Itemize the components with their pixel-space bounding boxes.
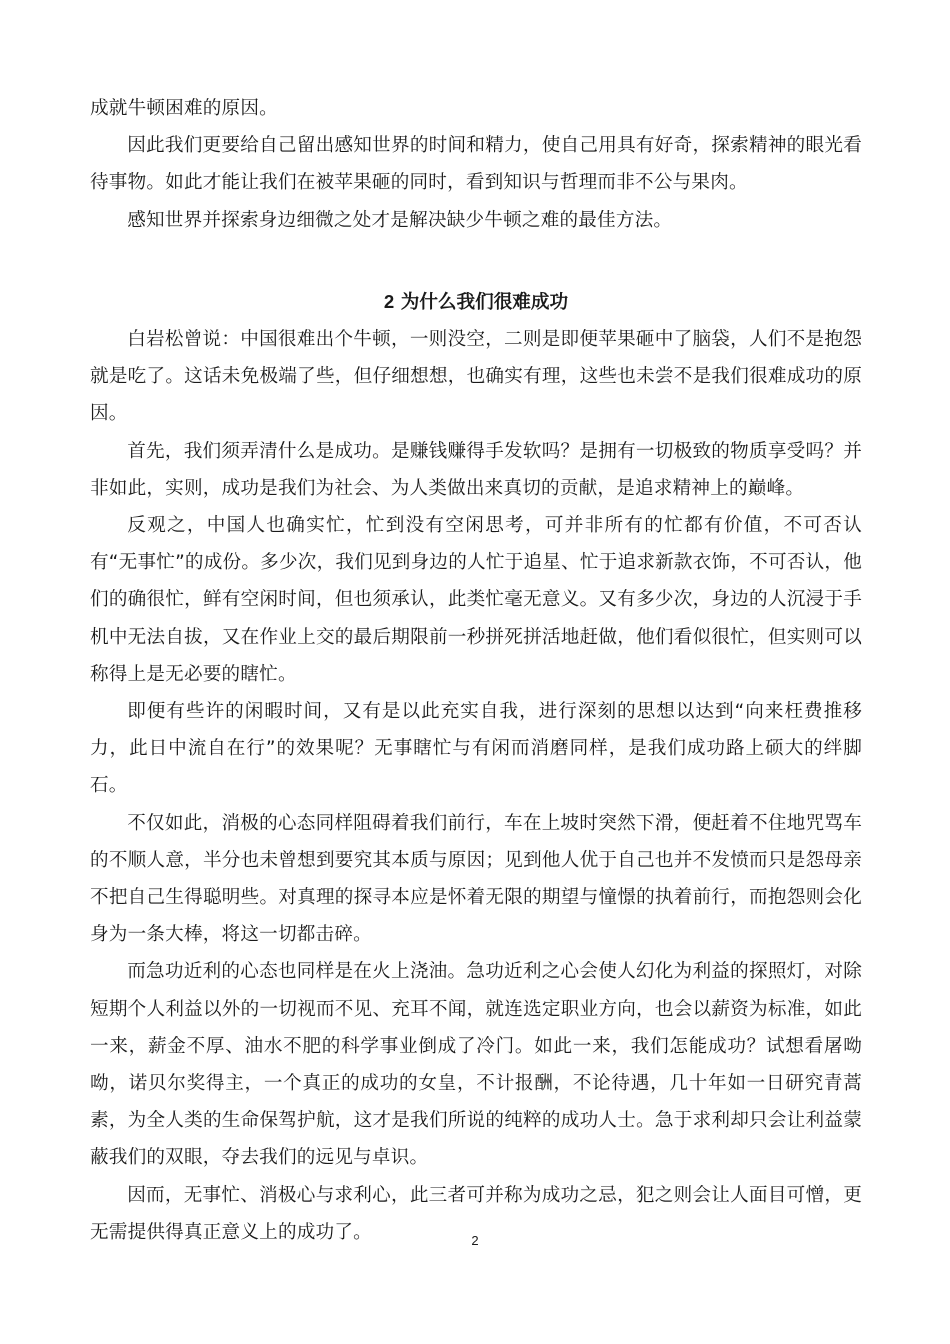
page-content [90,90,862,1251]
paragraph: 因此我们更要给自己留出感知世界的时间和精力，使自己用具有好奇，探索精神的眼光看待事物。如此才能让我们在被苹果砸的同时，看到知识与哲理而非不公与果肉。 [90,135,862,194]
section-heading [90,283,862,321]
paragraph: 因而，无事忙、消极心与求利心，此三者可并称为成功之忌，犯之则会让人面目可憎，更无需提供得真正意义上的成功了。 [90,1184,862,1243]
paragraph: 首先，我们须弄清什么是成功。是赚钱赚得手发软吗？是拥有一切极致的物质享受吗？并非如此，实则，成功是我们为社会、为人类做出来真切的贡献，是追求精神上的巅峰。 [90,440,862,499]
paragraph: 即便有些许的闲暇时间，又有是以此充实自我，进行深刻的思想以达到“向来枉费推移力，此日中流自在行”的效果呢？无事瞎忙与有闲而消磨同样，是我们成功路上硕大的绊脚石。 [90,701,862,797]
paragraph: 而急功近利的心态也同样是在火上浇油。急功近利之心会使人幻化为利益的探照灯，对除短期个人利益以外的一切视而不见、充耳不闻，就连选定职业方向，也会以薪资为标准，如此一来，薪金不厚、油水不肥的科学事业倒成了冷门。如此一来，我们怎能成功？试想看屠呦呦，诺贝尔奖得主，一个真正的成功的女皇，不计报酬，不论待遇，几十年如一日研究青蒿素，为全人类的生命保驾护航，这才是我们所说的纯粹的成功人士。急于求利却只会让利益蒙蔽我们的双眼，夺去我们的远见与卓识。 [90,961,862,1169]
paragraph: 不仅如此，消极的心态同样阻碍着我们前行，车在上坡时突然下滑，便赶着不住地咒骂车的不顺人意，半分也未曾想到要究其本质与原因；见到他人优于自己也并不发愤而只是怨母亲不把自己生得聪明些。对真理的探寻本应是怀着无限的期望与憧憬的执着前行，而抱怨则会化身为一条大棒，将这一切都击碎。 [90,812,862,946]
paragraph: 反观之，中国人也确实忙，忙到没有空闲思考，可并非所有的忙都有价值，不可否认有“无事忙”的成份。多少次，我们见到身边的人忙于追星、忙于追求新款衣饰，不可否认，他们的确很忙，鲜有空闲时间，但也须承认，此类忙毫无意义。又有多少次，身边的人沉浸于手机中无法自拔，又在作业上交的最后期限前一秒拼死拼活地赶做，他们看似很忙，但实则可以称得上是无必要的瞎忙。 [90,515,862,685]
paragraph: 感知世界并探索身边细微之处才是解决缺少牛顿之难的最佳方法。 [127,209,673,231]
paragraph: 白岩松曾说：中国很难出个牛顿，一则没空，二则是即便苹果砸中了脑袋，人们不是抱怨就是吃了。这话未免极端了些，但仔细想想，也确实有理，这些也未尝不是我们很难成功的原因。 [90,329,862,425]
section-spacer [90,239,862,283]
section-title: 为什么我们很难成功 [400,291,569,313]
page-number: 2 [471,1233,479,1248]
section-number: 2 [383,290,395,312]
continued-paragraph: 成就牛顿困难的原因。 [90,98,278,119]
